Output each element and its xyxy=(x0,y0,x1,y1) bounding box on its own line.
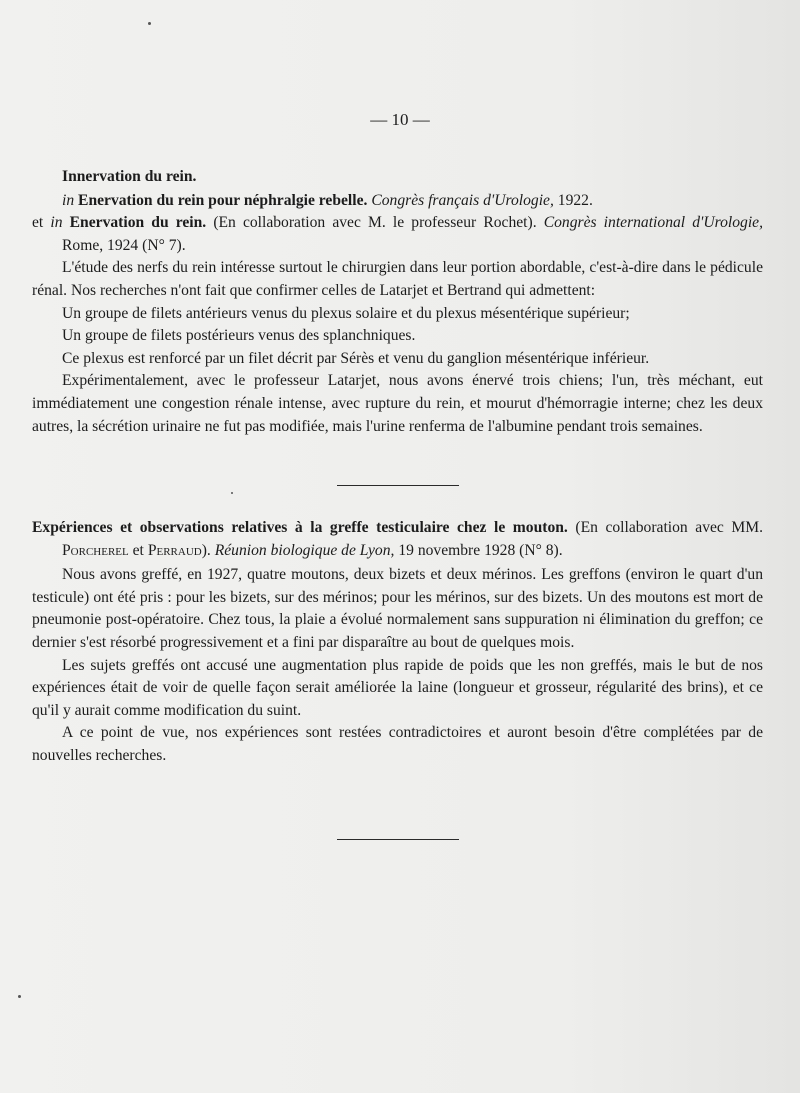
end-divider xyxy=(337,839,459,840)
paper-speck xyxy=(18,995,21,998)
section-heading: Expériences et observations relatives à la greffe testiculaire chez le mouton. (En collaboration avec MM. Porcherel et Perraud). Réunion biologique de Lyon, 19 novembre 1928 (N° 8). xyxy=(32,519,764,559)
paragraph: Les sujets greffés ont accusé une augmentation plus rapide de poids que les non greffés, mais le but de nos expériences était de voir de quelle façon serait améliorée la laine (longueur et grosseur, régularité des brins), et ce qu'il y aurait comme modification du suint. xyxy=(32,656,763,719)
reference-2: et in Enervation du rein. (En collaboration avec M. le professeur Rochet). Congrès international d'Urologie, Rome, 1924 (N° 7). xyxy=(32,214,763,254)
paragraph: A ce point de vue, nos expériences sont restées contradictoires et auront besoin d'être complétées par de nouvelles recherches. xyxy=(32,724,763,764)
paragraph: Un groupe de filets antérieurs venus du plexus solaire et du plexus mésentérique supérieur; xyxy=(62,304,630,322)
paragraph: Expérimentalement, avec le professeur Latarjet, nous avons énervé trois chiens; l'un, très méchant, eut immédiatement une congestion rénale intense, avec rupture du rein, et mourut d'hémorragie interne; chez les deux autres, la sécrétion urinaire ne fut pas modifiée, mais l'urine renferma de l'albumine pendant trois semaines. xyxy=(32,372,763,435)
paper-speck xyxy=(148,22,151,25)
section-title: Innervation du rein. xyxy=(62,168,197,185)
paragraph: Un groupe de filets postérieurs venus des splanchniques. xyxy=(62,327,416,345)
paragraph: Nous avons greffé, en 1927, quatre moutons, deux bizets et deux mérinos. Les greffons (environ le quart d'un testicule) ont été pris : pour les bizets, sur des mérinos; pour les mérinos, sur des bizets. Un des moutons est mort de pneumonie post-opératoire. Chez tous, la plaie a évolué normalement sans suppuration ni élimination du greffon; ce dernier s'est résorbé progressivement et a fini par disparaître au bout de quelques mois. xyxy=(32,566,763,651)
paper-speck xyxy=(231,492,233,494)
paragraph: Ce plexus est renforcé par un filet décrit par Sérès et venu du ganglion mésentérique inférieur. xyxy=(62,349,650,367)
section-innervation xyxy=(32,166,763,438)
section-divider xyxy=(337,485,459,486)
page-number: — 10 — xyxy=(370,110,430,129)
paragraph: L'étude des nerfs du rein intéresse surtout le chirurgien dans leur portion abordable, c'est-à-dire dans le pédicule rénal. Nos recherches n'ont fait que confirmer celles de Latarjet et Bertrand qui admettent: xyxy=(32,259,763,299)
section-greffe xyxy=(32,517,763,768)
reference-1: in Enervation du rein pour néphralgie rebelle. Congrès français d'Urologie, 1922. xyxy=(62,191,593,209)
